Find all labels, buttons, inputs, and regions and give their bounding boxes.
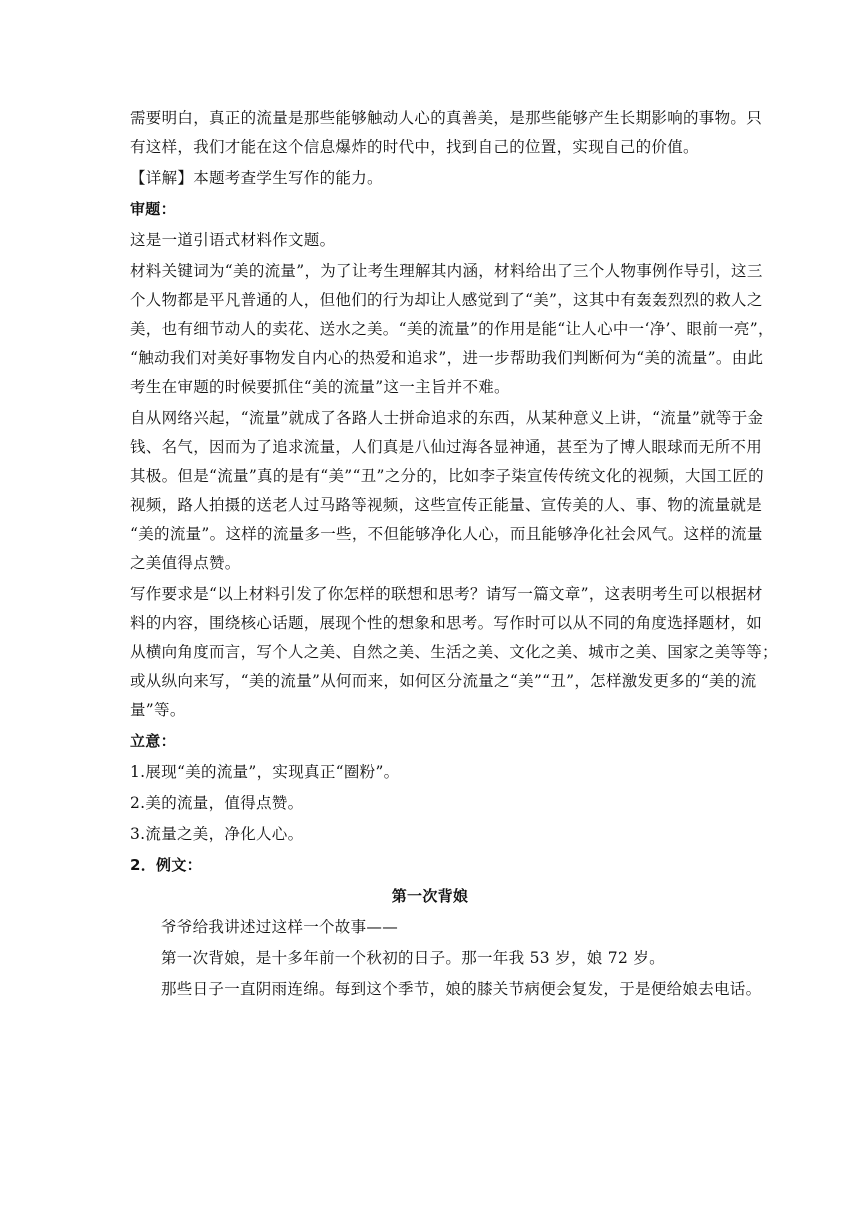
shenti-paragraph-1: 这是一道引语式材料作文题。 xyxy=(130,231,336,249)
paragraph-line: 量”等。 xyxy=(130,701,186,719)
essay-paragraph-3: 那些日子一直阴雨连绵。每到这个季节，娘的膝关节病便会复发，于是便给娘去电话。 xyxy=(161,980,762,998)
shenti-paragraph-2 xyxy=(130,257,774,402)
paragraph-line: 或从纵向来写，“美的流量”从何而来，如何区分流量之“美”“丑”，怎样激发更多的“美的流 xyxy=(130,672,757,690)
intro-line-1: 需要明白，真正的流量是那些能够触动人心的真善美，是那些能够产生长期影响的事物。只 xyxy=(130,109,763,127)
paragraph-line: 考生在审题的时候要抓住“美的流量”这一主旨并不难。 xyxy=(130,378,510,396)
liwen-heading: 2．例文： xyxy=(130,856,202,874)
paragraph-line: 视频，路人拍摄的送老人过马路等视频，这些宣传正能量、宣传美的人、事、物的流量就是 xyxy=(130,496,763,514)
shenti-paragraph-4 xyxy=(130,580,778,725)
paragraph-line: “触动我们对美好事物发自内心的热爱和追求”，进一步帮助我们判断何为“美的流量”。由此 xyxy=(130,349,764,367)
paragraph-line: “美的流量”。这样的流量多一些，不但能够净化人心，而且能够净化社会风气。这样的流量 xyxy=(130,525,763,543)
shenti-heading: 审题： xyxy=(130,200,176,218)
paragraph-line: 材料关键词为“美的流量”，为了让考生理解其内涵，材料给出了三个人物事例作导引，这三 xyxy=(130,262,763,280)
essay-paragraph-2: 第一次背娘，是十多年前一个秋初的日子。那一年我 53 岁，娘 72 岁。 xyxy=(161,949,665,967)
essay-paragraph-1: 爷爷给我讲述过这样一个故事—— xyxy=(161,918,399,936)
liyi-item-1: 1.展现“美的流量”，实现真正“圈粉”。 xyxy=(130,763,400,781)
essay-title: 第一次背娘 xyxy=(391,887,469,905)
paragraph-line: 自从网络兴起，“流量”就成了各路人士拼命追求的东西，从某种意义上讲，“流量”就等于金 xyxy=(130,409,764,427)
paragraph-line: 其极。但是“流量”真的是有“美”“丑”之分的，比如李子柒宣传传统文化的视频，大国工匠的 xyxy=(130,467,764,485)
paragraph-line: 美，也有细节动人的卖花、送水之美。“美的流量”的作用是能“让人心中一‘净’、眼前一亮”， xyxy=(130,320,774,338)
liyi-heading: 立意： xyxy=(130,732,176,750)
paragraph-line: 之美值得点赞。 xyxy=(130,554,241,572)
detail-line: 【详解】本题考查学生写作的能力。 xyxy=(130,169,383,187)
liyi-item-2: 2.美的流量，值得点赞。 xyxy=(130,794,304,812)
paragraph-line: 从横向角度而言，写个人之美、自然之美、生活之美、文化之美、城市之美、国家之美等等； xyxy=(130,643,778,661)
shenti-paragraph-3 xyxy=(130,404,764,578)
paragraph-line: 钱、名气，因而为了追求流量，人们真是八仙过海各显神通，甚至为了博人眼球而无所不用 xyxy=(130,438,763,456)
intro-line-2: 有这样，我们才能在这个信息爆炸的时代中，找到自己的位置，实现自己的价值。 xyxy=(130,138,699,156)
paragraph-line: 料的内容，围绕核心话题，展现个性的想象和思考。写作时可以从不同的角度选择题材，如 xyxy=(130,614,763,632)
paragraph-line: 写作要求是“以上材料引发了你怎样的联想和思考？请写一篇文章”，这表明考生可以根据材 xyxy=(130,585,763,603)
liyi-item-3: 3.流量之美，净化人心。 xyxy=(130,825,304,843)
document-page xyxy=(130,104,778,1004)
paragraph-line: 个人物都是平凡普通的人，但他们的行为却让人感觉到了“美”，这其中有轰轰烈烈的救人之 xyxy=(130,291,763,309)
